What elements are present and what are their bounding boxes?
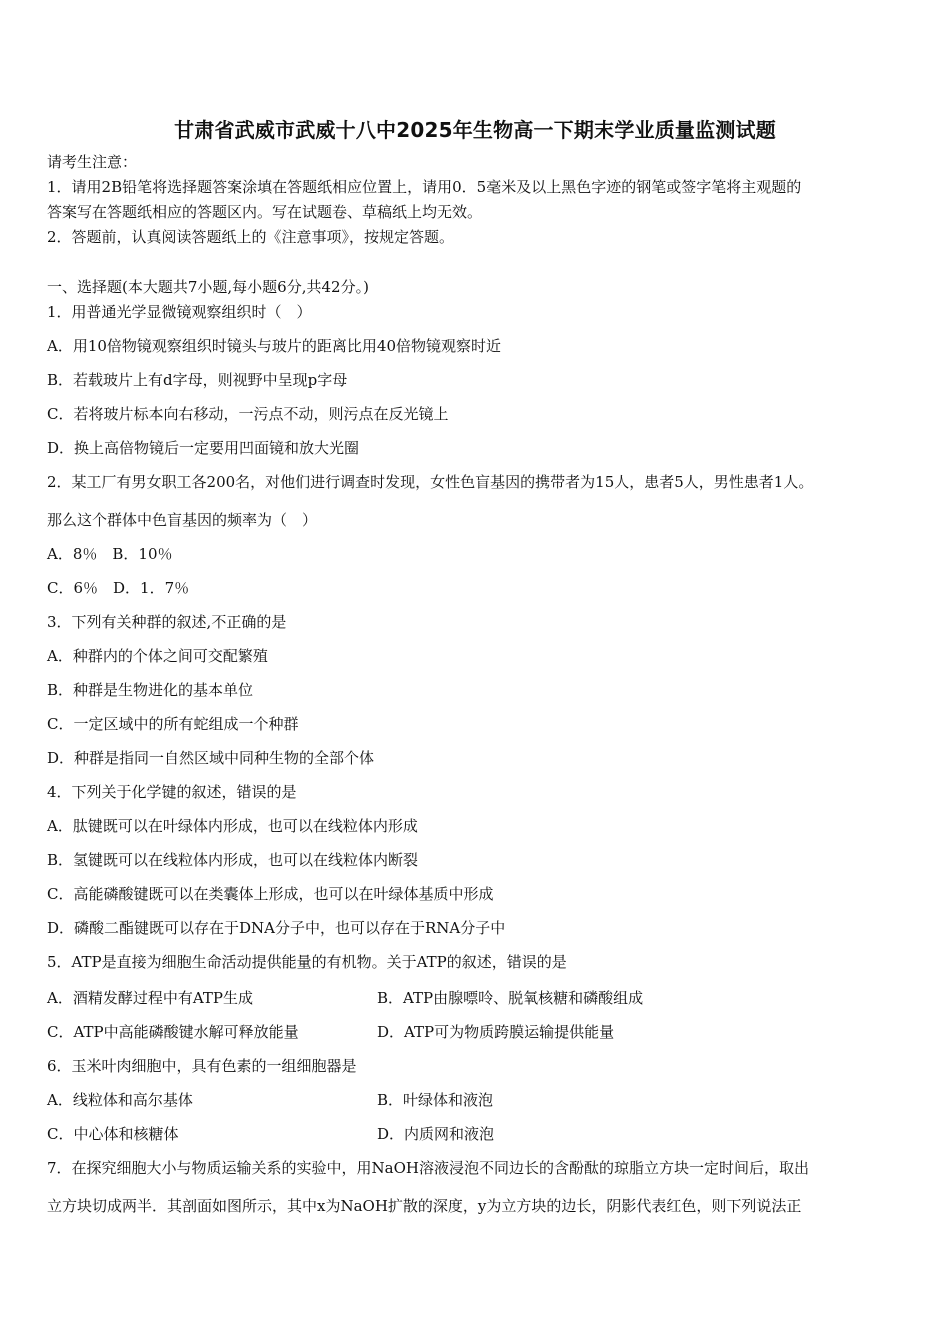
notice-line-1a: 1．请用2B铅笔将选择题答案涂填在答题纸相应位置上，请用0．5毫米及以上黑色字迹的钢笔或签字笔将主观题的 xyxy=(47,178,802,196)
question-3-option-a: A．种群内的个体之间可交配繁殖 xyxy=(47,647,268,665)
question-5-option-a: A．酒精发酵过程中有ATP生成 xyxy=(47,989,253,1007)
question-6-stem: 6．玉米叶肉细胞中，具有色素的一组细胞器是 xyxy=(47,1057,357,1075)
question-1-option-c: C．若将玻片标本向右移动，一污点不动，则污点在反光镜上 xyxy=(47,405,449,423)
question-7-stem-1: 7．在探究细胞大小与物质运输关系的实验中，用NaOH溶液浸泡不同边长的含酚酞的琼脂立方块一定时间后，取出 xyxy=(47,1159,809,1177)
question-4-stem: 4．下列关于化学键的叙述，错误的是 xyxy=(47,783,297,801)
page-title: 甘肃省武威市武威十八中2025年生物高一下期末学业质量监测试题 xyxy=(174,118,776,142)
question-3-stem: 3．下列有关种群的叙述,不正确的是 xyxy=(47,613,287,631)
question-4-option-b: B．氢键既可以在线粒体内形成，也可以在线粒体内断裂 xyxy=(47,851,419,869)
question-1-option-d: D．换上高倍物镜后一定要用凹面镜和放大光圈 xyxy=(47,439,360,457)
question-5-option-d: D．ATP可为物质跨膜运输提供能量 xyxy=(377,1023,615,1041)
question-6-option-b: B．叶绿体和液泡 xyxy=(377,1091,494,1109)
section-heading: 一、选择题(本大题共7小题,每小题6分,共42分。) xyxy=(47,278,369,296)
question-4-option-c: C．高能磷酸键既可以在类囊体上形成，也可以在叶绿体基质中形成 xyxy=(47,885,494,903)
question-6-option-a: A．线粒体和高尔基体 xyxy=(47,1091,193,1109)
question-3-option-d: D．种群是指同一自然区域中同种生物的全部个体 xyxy=(47,749,375,767)
question-2-stem-2: 那么这个群体中色盲基因的频率为（ ） xyxy=(47,511,318,529)
question-6-option-c: C．中心体和核糖体 xyxy=(47,1125,179,1143)
question-1-stem: 1．用普通光学显微镜观察组织时（ ） xyxy=(47,303,312,321)
question-5-stem: 5．ATP是直接为细胞生命活动提供能量的有机物。关于ATP的叙述，错误的是 xyxy=(47,953,567,971)
question-4-option-d: D．磷酸二酯键既可以存在于DNA分子中，也可以存在于RNA分子中 xyxy=(47,919,506,937)
question-2-stem-1: 2．某工厂有男女职工各200名，对他们进行调查时发现，女性色盲基因的携带者为15人，患者5人，男性患者1人。 xyxy=(47,473,814,491)
question-1-option-a: A．用10倍物镜观察组织时镜头与玻片的距离比用40倍物镜观察时近 xyxy=(47,337,502,355)
question-7-stem-2: 立方块切成两半．其剖面如图所示，其中x为NaOH扩散的深度，y为立方块的边长，阴影代表红色，则下列说法正 xyxy=(47,1197,802,1215)
notice-line-1b: 答案写在答题纸相应的答题区内。写在试题卷、草稿纸上均无效。 xyxy=(47,203,483,221)
question-2-options-cd: C．6％ D．1．7％ xyxy=(47,579,190,597)
question-2-options-ab: A．8％ B．10％ xyxy=(47,545,173,563)
question-5-option-b: B．ATP由腺嘌呤、脱氧核糖和磷酸组成 xyxy=(377,989,644,1007)
question-6-option-d: D．内质网和液泡 xyxy=(377,1125,495,1143)
question-1-option-b: B．若载玻片上有d字母，则视野中呈现p字母 xyxy=(47,371,348,389)
question-5-option-c: C．ATP中高能磷酸键水解可释放能量 xyxy=(47,1023,299,1041)
notice-heading: 请考生注意： xyxy=(47,153,138,171)
question-3-option-b: B．种群是生物进化的基本单位 xyxy=(47,681,254,699)
question-4-option-a: A．肽键既可以在叶绿体内形成，也可以在线粒体内形成 xyxy=(47,817,418,835)
notice-line-2: 2．答题前，认真阅读答题纸上的《注意事项》，按规定答题。 xyxy=(47,228,455,246)
question-3-option-c: C．一定区域中的所有蛇组成一个种群 xyxy=(47,715,299,733)
